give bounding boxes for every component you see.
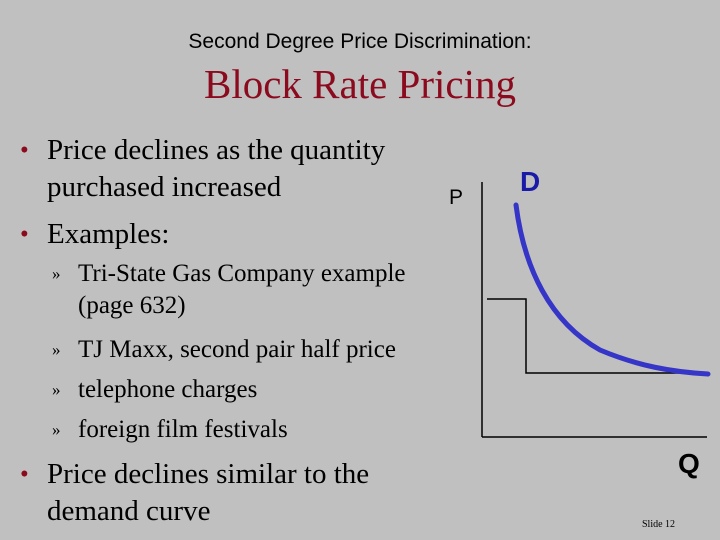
x-axis-label: Q — [678, 448, 700, 479]
y-axis-label: P — [449, 186, 464, 209]
sub-bullet-text-line2: (page 632) — [78, 292, 186, 319]
demand-curve-label: D — [520, 166, 541, 197]
sub-bullet-text-line1: telephone charges — [78, 376, 258, 403]
bullet-text-line2: purchased increased — [47, 171, 282, 203]
demand-curve — [516, 205, 708, 374]
bullet-text-line1: Examples: — [47, 218, 170, 250]
sub-bullet-text-line1: Tri-State Gas Company example — [78, 260, 406, 287]
bullet-marker: • — [20, 461, 29, 488]
bullet-marker: • — [20, 137, 29, 164]
slide-number: Slide 12 — [642, 519, 676, 530]
bullet-marker: • — [20, 221, 29, 248]
sub-bullet-marker: » — [52, 420, 61, 439]
sub-bullet-text-line1: foreign film festivals — [78, 416, 288, 443]
slide-supertitle: Second Degree Price Discrimination: — [188, 30, 532, 53]
bullet-text-line1: Price declines as the quantity — [47, 134, 386, 166]
sub-bullet-text-line1: TJ Maxx, second pair half price — [78, 336, 396, 363]
sub-bullet-marker: » — [52, 380, 61, 399]
sub-bullet-marker: » — [52, 340, 61, 359]
block-rate-steps — [487, 299, 707, 373]
sub-bullet-marker: » — [52, 264, 61, 283]
slide-title: Block Rate Pricing — [203, 61, 516, 107]
bullet-text-line1: Price declines similar to the — [47, 458, 370, 490]
bullet-text-line2: demand curve — [47, 495, 211, 527]
